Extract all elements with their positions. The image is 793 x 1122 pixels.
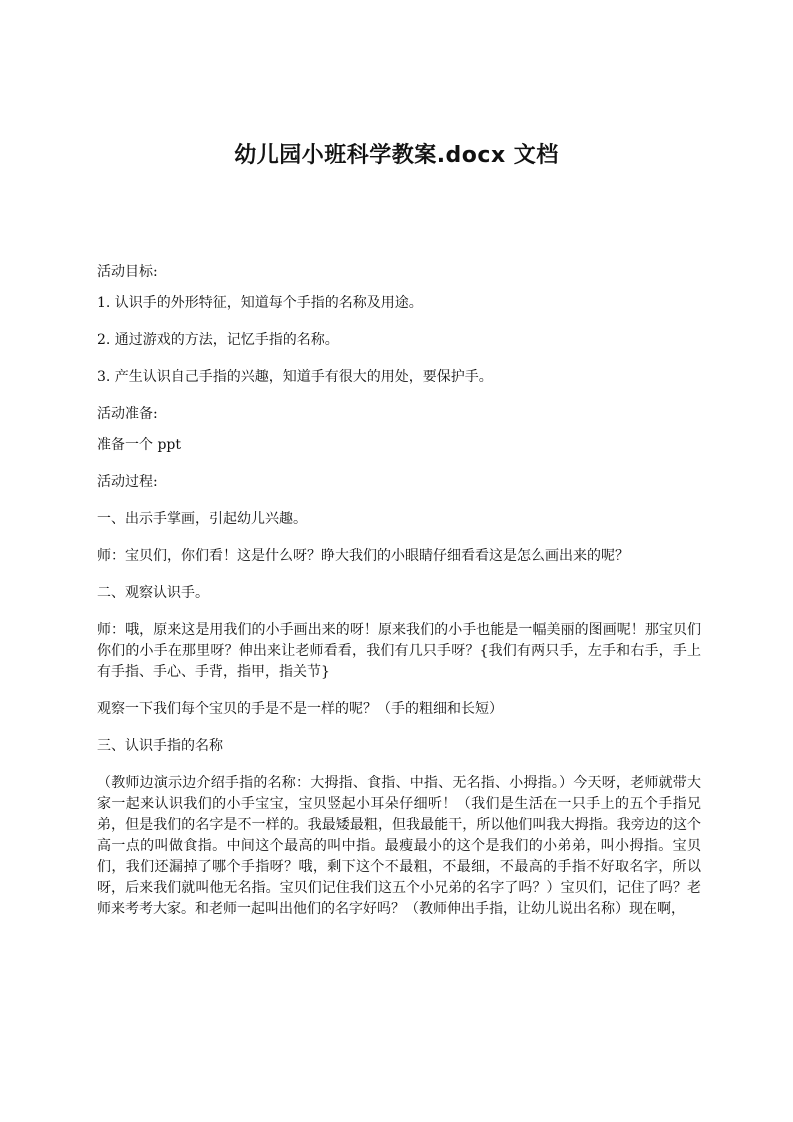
paragraph-goal-2: 2. 通过游戏的方法，记忆手指的名称。: [97, 332, 339, 348]
paragraph-prep-content: 准备一个 ppt: [97, 437, 181, 453]
paragraph-goal-3: 3. 产生认识自己手指的兴趣，知道手有很大的用处，要保护手。: [97, 369, 493, 385]
paragraph-process-heading: 活动过程:: [97, 474, 158, 490]
paragraph-step-1: 一、出示手掌画，引起幼儿兴趣。: [97, 511, 307, 527]
paragraph-goals-heading: 活动目标:: [97, 264, 158, 280]
paragraph-prep-heading: 活动准备:: [97, 406, 158, 422]
paragraph-step-3: 三、认识手指的名称: [97, 738, 223, 754]
document-body: [97, 262, 701, 936]
paragraph-observe: 观察一下我们每个宝贝的手是不是一样的呢？（手的粗细和长短）: [97, 701, 503, 717]
paragraph-step-2: 二、观察认识手。: [97, 585, 209, 601]
paragraph-goal-1: 1. 认识手的外形特征，知道每个手指的名称及用途。: [97, 295, 423, 311]
paragraph-teacher-1: 师：宝贝们，你们看！这是什么呀？睁大我们的小眼睛仔细看看这是怎么画出来的呢？: [97, 548, 629, 564]
paragraph-teacher-2: 师：哦，原来这是用我们的小手画出来的呀！原来我们的小手也能是一幅美丽的图画呢！那宝贝们你们的小手在那里呀？伸出来让老师看看，我们有几只手呀？{我们有两只手，左手和右手，手上有手指、手心、手背，指甲，指关节}: [97, 622, 701, 680]
paragraph-finger-names: （教师边演示边介绍手指的名称：大拇指、食指、中指、无名指、小拇指。）今天呀，老师就带大家一起来认识我们的小手宝宝，宝贝竖起小耳朵仔细听！（我们是生活在一只手上的五个手指兄弟，但是我们的名字是不一样的。我最矮最粗，但我最能干，所以他们叫我大拇指。我旁边的这个高一点的叫做食指。中间这个最高的叫中指。最瘦最小的这个是我们的小弟弟，叫小拇指。宝贝们，我们还漏掉了哪个手指呀？哦，剩下这个不最粗，不最细，不最高的手指不好取名字，所以呀，后来我们就叫他无名指。宝贝们记住我们这五个小兄弟的名字了吗？）宝贝们，记住了吗？老师来考考大家。和老师一起叫出他们的名字好吗？（教师伸出手指，让幼儿说出名称）现在啊，: [97, 775, 701, 917]
document-title: 幼儿园小班科学教案.docx 文档: [234, 143, 559, 168]
